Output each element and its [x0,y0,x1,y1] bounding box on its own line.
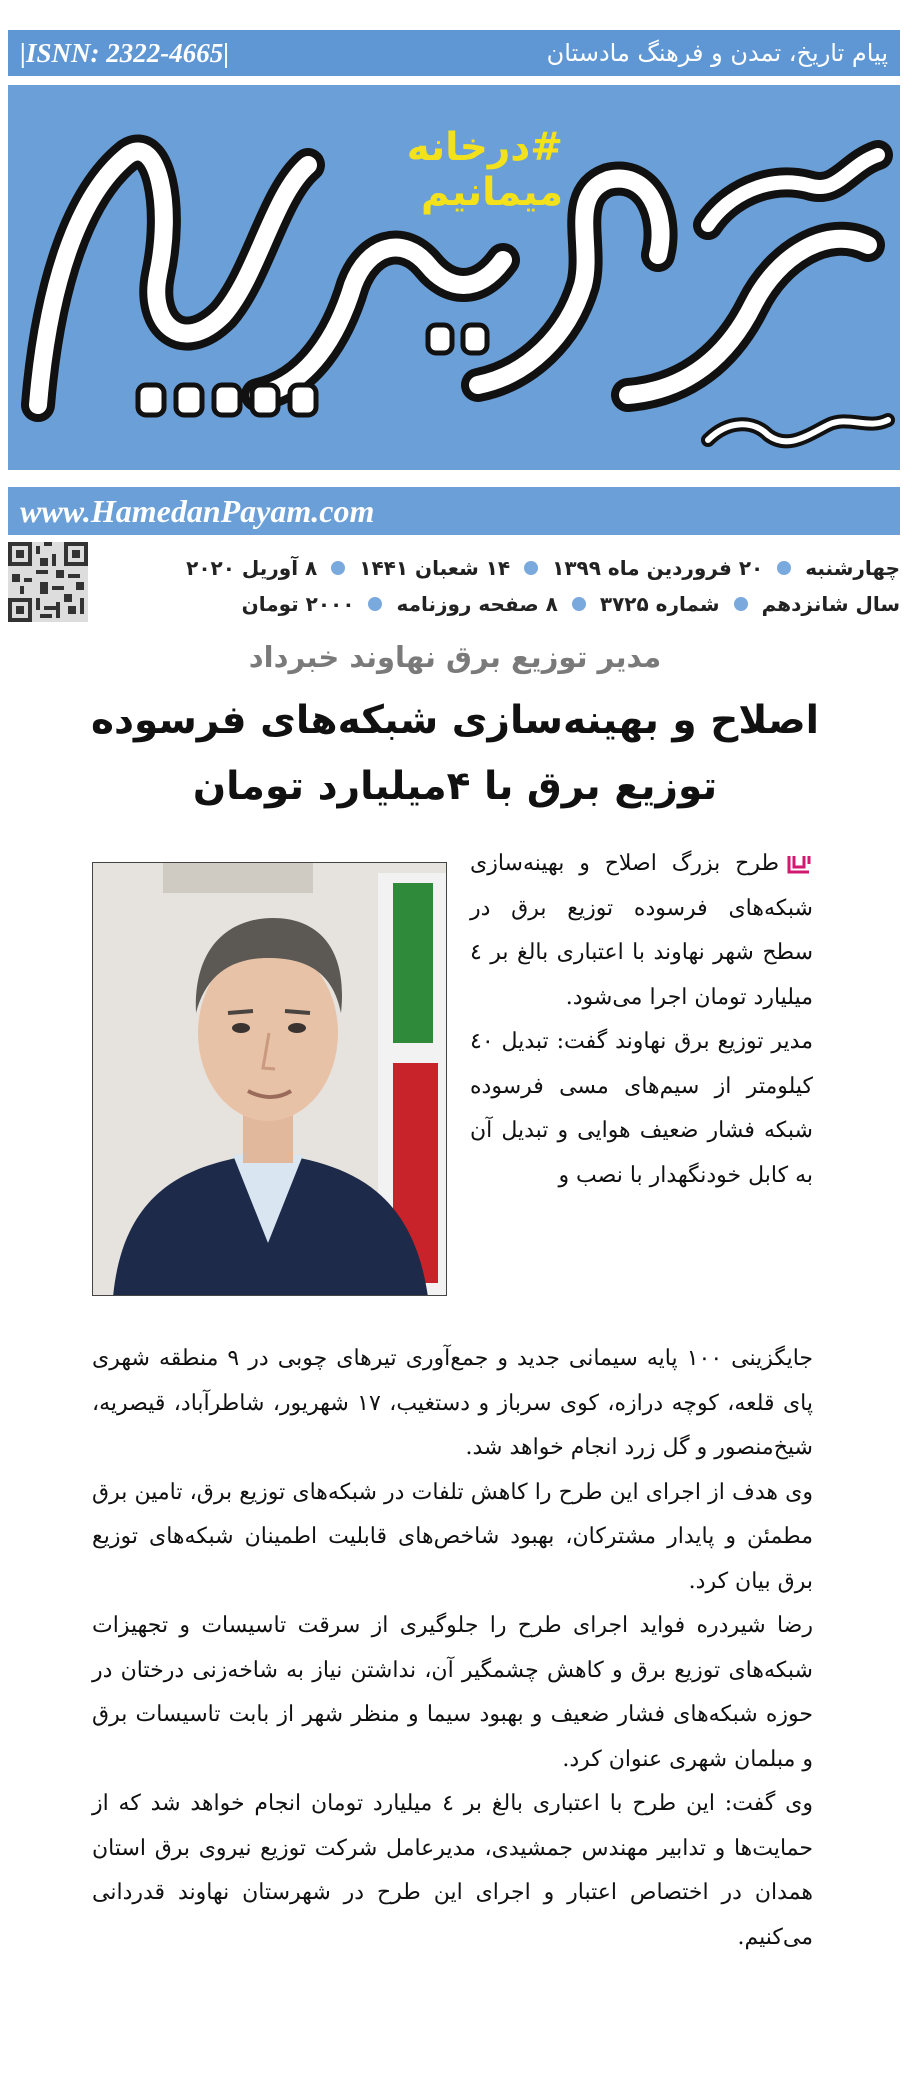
qr-code-icon [8,542,88,622]
issue-date-row [100,552,900,584]
portrait-photo [93,863,447,1296]
issn-number: |ISNN: 2322-4665| [20,37,230,68]
headline-line-2: توزیع برق با ۴میلیارد تومان [192,764,718,809]
article-body-wide [92,1337,813,1960]
paragraph-goal: وی هدف از اجرای این طرح را کاهش تلفات در شبکه‌های توزیع برق، تامین برق مطمئن و پایدار مشترکان، بهبود شاخص‌های قابلیت اطمینان شبکه‌های توزیع برق بیان کرد. [92,1479,813,1594]
article-photo [92,862,447,1296]
headline-line-1: اصلاح و بهینه‌سازی شبکه‌های فرسوده [90,698,820,743]
masthead-top-bar [8,30,900,76]
issue-info-row [100,588,900,620]
paragraph-manager-quote: مدیر توزیع برق نهاوند گفت: تبدیل ٤٠ کیلومتر از سیم‌های مسی فرسوده شبکه فشار ضعیف هوایی و تبدیل آن به کابل خودنگهدار با نصب و [470,1029,813,1188]
website-bar [8,487,900,535]
separator-dot-icon [524,561,538,575]
separator-dot-icon [331,561,345,575]
newspaper-logo [8,85,900,470]
separator-dot-icon [368,597,382,611]
article-body-column [470,842,813,1198]
paragraph-benefits: رضا شیردره فواید اجرای طرح را جلوگیری از سرقت تاسیسات و تجهیزات شبکه‌های توزیع برق و کاهش چشمگیر آن، نداشتن نیاز به شاخه‌زنی درختان در حوزه شبکه‌های فشار ضعیف و بهبود سیما و منظر شهر از بابت تاسیسات برق و مبلمان شهری عنوان کرد. [92,1613,813,1772]
gregorian-date: ۸ آوریل ۲۰۲۰ [186,556,318,580]
publication-year: سال شانزدهم [761,592,900,616]
lunar-date: ۱۴ شعبان ۱۴۴۱ [359,556,511,580]
website-url[interactable]: www.HamedanPayam.com [20,492,375,529]
article-headline [60,688,850,820]
price: ۲۰۰۰ تومان [241,592,355,616]
masthead-tagline: پیام تاریخ، تمدن و فرهنگ مادستان [546,39,888,67]
separator-dot-icon [734,597,748,611]
paragraph-poles: جایگزینی ۱۰۰ پایه سیمانی جدید و جمع‌آوری تیرهای چوبی در ۹ منطقه شهری پای قلعه، کوچه درازه، کوی سرباز و دستغیب، ۱۷ شهریور، شاطرآباد، قیصریه، شیخ‌منصور و گل زرد انجام خواهد شد. [92,1346,813,1460]
page-count: ۸ صفحه روزنامه [396,592,558,616]
solar-date: ۲۰ فروردین ماه ۱۳۹۹ [552,556,764,580]
paragraph-intro-text: طرح بزرگ اصلاح و بهینه‌سازی شبکه‌های فرسوده توزیع برق در سطح شهر نهاوند با اعتباری بالغ بر ٤ میلیارد تومان اجرا می‌شود. [470,851,813,1010]
issue-number: شماره ۳۷۲۵ [599,592,720,616]
hamedan-payam-mark-icon [785,852,813,876]
paragraph-thanks: وی گفت: این طرح با اعتباری بالغ بر ٤ میلیارد تومان انجام خواهد شد که از حمایت‌ها و تدابیر مهندس جمشیدی، مدیرعامل شرکت توزیع نیروی برق استان همدان در اختصاص اعتبار و اجرای این طرح در شهرستان نهاوند قدردانی می‌کنیم. [92,1791,813,1950]
article-kicker: مدیر توزیع برق نهاوند خبرداد [248,640,662,674]
paragraph-intro [470,842,813,1020]
separator-dot-icon [777,561,791,575]
weekday: چهارشنبه [805,556,900,580]
separator-dot-icon [572,597,586,611]
hashtag-slogan: #درخانه میمانیم [406,125,563,215]
